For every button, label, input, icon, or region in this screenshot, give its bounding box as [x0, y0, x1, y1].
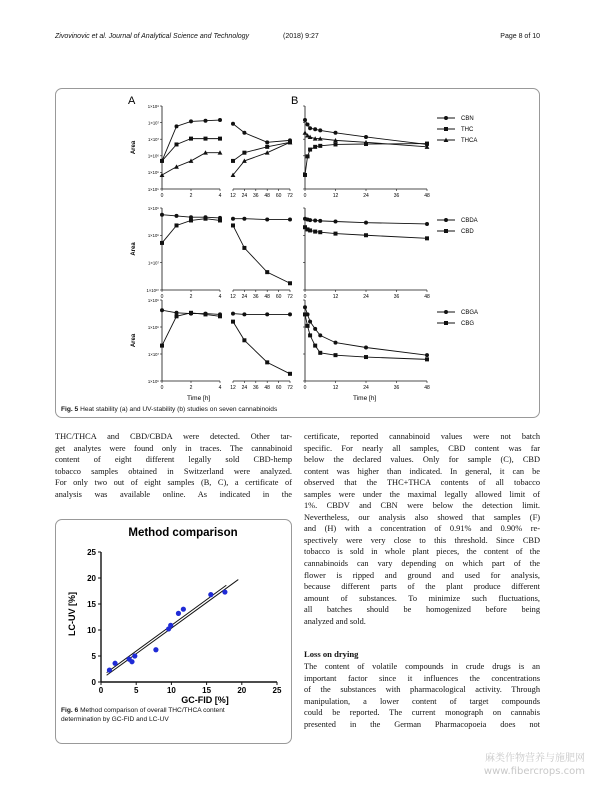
figure-6-data-point: [208, 592, 213, 597]
section-heading: Loss on drying: [304, 649, 359, 659]
text-line: tobacco samples obtained in Switzerland were analyzed.: [55, 466, 292, 476]
panel-b-x-tick-label: 24: [363, 385, 369, 391]
panel-b-data-point: [425, 222, 429, 226]
panel-a-y-tick-label: 1×10⁶: [147, 297, 159, 303]
figure-5-chart: [55, 88, 540, 408]
text-line: below the declared values. Only for sample (C), CBD: [304, 455, 540, 465]
panel-a-data-point: [189, 159, 194, 163]
panel-a-data-point: [189, 218, 193, 222]
figure-6-caption-line-2: determination by GC-FID and LC-UV: [61, 715, 169, 723]
panel-b-label: B: [291, 95, 299, 107]
panel-a-x-tick-label: 0: [160, 193, 164, 199]
panel-a-x-tick-label: 60: [275, 193, 282, 199]
figure-6-data-point: [181, 607, 186, 612]
panel-a-y-tick-label: 1×10⁷: [148, 351, 159, 357]
panel-a-data-point: [204, 137, 208, 141]
figure-6-y-tick-label: 10: [87, 626, 96, 635]
panel-a-x-tick-label: 2: [189, 385, 193, 391]
panel-b-data-point: [334, 341, 338, 345]
panel-b-data-point: [364, 233, 368, 237]
panel-b-data-point: [303, 118, 307, 122]
panel-b-x-tick-label: 0: [303, 294, 307, 300]
legend-label: THC: [461, 127, 474, 133]
panel-b-data-point: [425, 353, 429, 357]
panel-b-series-line: [305, 144, 427, 175]
panel-a-data-point: [231, 159, 235, 163]
panel-a-data-point: [288, 281, 292, 285]
panel-a-data-point: [160, 344, 164, 348]
panel-a-data-point: [231, 320, 235, 324]
figure-6-x-tick-label: 0: [98, 686, 104, 695]
panel-b-x-tick-label: 48: [424, 385, 430, 391]
panel-a-data-point: [189, 137, 193, 141]
panel-a-data-point: [265, 360, 269, 364]
panel-b-data-point: [318, 351, 322, 355]
figure-6-ylabel: LC-UV [%]: [67, 592, 77, 636]
panel-a-series-line: [233, 225, 290, 283]
panel-b-data-point: [318, 144, 322, 148]
panel-a-series-line: [162, 153, 220, 175]
figure-6-y-tick-label: 25: [87, 548, 96, 557]
panel-a-x-tick-label: 4: [218, 294, 222, 300]
panel-a-x-tick-label: 4: [218, 385, 222, 391]
panel-a-data-point: [218, 137, 222, 141]
panel-a-data-point: [204, 119, 208, 123]
panel-a-data-point: [175, 311, 179, 315]
watermark-line-2: www.fibercrops.com: [483, 766, 585, 777]
panel-a-data-point: [204, 312, 208, 316]
panel-a-data-point: [288, 312, 292, 316]
figure-6-data-point: [222, 589, 227, 594]
panel-a-x-tick-label: 36: [253, 385, 259, 391]
panel-a-data-point: [175, 142, 179, 146]
right-column-paragraph: [304, 431, 540, 627]
figure-5-caption-label: Fig. 5: [61, 406, 79, 413]
panel-b-data-point: [303, 173, 307, 177]
panel-b-data-point: [364, 135, 368, 139]
figure-6-y-tick-label: 15: [87, 600, 96, 609]
panel-a-ylabel: Area: [131, 140, 137, 155]
panel-a-data-point: [175, 314, 179, 318]
panel-a-data-point: [265, 218, 269, 222]
figure-6-data-point: [168, 623, 173, 628]
text-line: certificate, reported cannabinoid values were not batch: [304, 432, 540, 441]
panel-a-data-point: [175, 223, 179, 227]
figure-6-data-point: [129, 659, 134, 664]
text-line: analyzed and sold.: [304, 616, 366, 626]
panel-a-y-tick-label: 1×10⁷: [148, 260, 159, 266]
panel-a-data-point: [265, 312, 269, 316]
panel-b-data-point: [313, 344, 317, 348]
panel-b-data-point: [303, 130, 308, 134]
text-line: tobacco is sold in whole plant pieces, the content of the: [304, 547, 540, 557]
text-line: important factor since it influences the concentrations: [304, 673, 540, 683]
panel-a-data-point: [175, 214, 179, 218]
panel-b-data-point: [364, 346, 368, 350]
panel-b-data-point: [334, 219, 338, 223]
panel-a-data-point: [160, 213, 164, 217]
figure-6-regression-line: [107, 580, 239, 676]
panel-a-data-point: [265, 270, 269, 274]
panel-b-data-point: [313, 230, 317, 234]
text-line: cannabinoids can vary depending on which part of the: [304, 559, 540, 569]
panel-a-x-tick-label: 60: [275, 385, 282, 391]
panel-a-data-point: [160, 308, 164, 312]
panel-a-x-tick-label: 2: [189, 294, 193, 300]
panel-a-y-tick-label: 1×10⁶: [147, 324, 159, 330]
figure-6-y-tick-label: 5: [91, 652, 96, 661]
panel-a-data-point: [242, 312, 246, 316]
panel-a-data-point: [242, 131, 246, 135]
panel-a-y-tick-label: 1×10⁵: [147, 186, 159, 192]
citation-journal: Journal of Analytical Science and Technology: [108, 33, 250, 40]
panel-a-y-tick-label: 1×10⁷: [148, 120, 159, 126]
panel-a-x-tick-label: 48: [264, 294, 270, 300]
panel-a-series-line: [233, 142, 290, 161]
panel-a-data-point: [189, 311, 193, 315]
legend-marker: [444, 310, 448, 314]
panel-a-x-tick-label: 0: [160, 294, 164, 300]
panel-a-x-tick-label: 12: [230, 385, 236, 391]
text-line: and (H) with a concentration of 0.91% and 0.90% re-: [304, 524, 540, 534]
text-line: manipulation, a lower content of target compounds: [304, 696, 540, 706]
panel-a-series-line: [233, 142, 290, 175]
legend-label: CBDA: [461, 218, 478, 224]
panel-b-x-tick-label: 24: [363, 294, 369, 300]
panel-a-x-tick-label: 72: [287, 294, 293, 300]
panel-b-x-tick-label: 0: [303, 385, 307, 391]
panel-a-data-point: [265, 140, 269, 144]
panel-a-data-point: [160, 173, 165, 177]
legend-label: CBD: [461, 229, 474, 235]
watermark: [484, 752, 585, 778]
figure-6-caption: [61, 707, 286, 724]
panel-a-series-line: [162, 139, 220, 161]
panel-b-x-tick-label: 0: [303, 193, 307, 199]
panel-a-series-line: [233, 219, 290, 220]
panel-b-data-point: [318, 128, 322, 132]
panel-a-label: A: [128, 95, 136, 107]
figure-6-x-tick-label: 20: [237, 686, 247, 695]
panel-b-data-point: [318, 230, 322, 234]
legend-label: THCA: [461, 138, 478, 144]
watermark-line-1: 麻类作物营养与施肥网: [485, 753, 585, 764]
panel-b-data-point: [306, 324, 310, 328]
text-line: samples were under the maximal legally allowed limit of: [304, 489, 540, 499]
panel-b-x-tick-label: 36: [393, 193, 400, 199]
figure-6-chart: [55, 519, 292, 709]
panel-b-data-point: [306, 123, 310, 127]
panel-a-data-point: [218, 218, 222, 222]
text-line: flower is ripped and ground and used for analysis,: [304, 570, 540, 580]
panel-a-data-point: [242, 151, 246, 155]
text-line: content of eight different legally sold CBD-hemp: [55, 455, 292, 465]
legend-marker: [444, 116, 448, 120]
panel-a-data-point: [242, 246, 246, 250]
panel-b-data-point: [318, 333, 322, 337]
page-number: Page 8 of 10: [500, 33, 540, 40]
panel-b-x-tick-label: 12: [332, 385, 339, 391]
panel-b-data-point: [313, 218, 317, 222]
panel-b-data-point: [308, 218, 312, 222]
panel-b-x-tick-label: 36: [393, 385, 400, 391]
panel-b-x-tick-label: 48: [424, 193, 430, 199]
figure-6-data-point: [112, 661, 117, 666]
figure-6-y-tick-label: 0: [91, 678, 96, 687]
legend-label: CBGA: [461, 310, 479, 316]
section-paragraph: [304, 661, 540, 730]
figure-6-data-point: [176, 611, 181, 616]
panel-a-data-point: [160, 159, 164, 163]
panel-a-data-point: [231, 122, 235, 126]
panel-a-series-line: [233, 322, 290, 374]
panel-a-x-tick-label: 24: [241, 294, 248, 300]
legend-marker: [444, 218, 448, 222]
panel-a-x-tick-label: 36: [253, 193, 259, 199]
panel-a-series-line: [233, 124, 290, 143]
panel-a-x-tick-label: 4: [218, 193, 222, 199]
panel-b-xlabel: Time [h]: [353, 395, 377, 402]
panel-a-series-line: [233, 314, 290, 315]
panel-b-data-point: [334, 353, 338, 357]
panel-b-data-point: [306, 154, 310, 158]
panel-b-x-tick-label: 48: [424, 294, 430, 300]
panel-a-y-tick-label: 1×10⁶: [147, 153, 159, 159]
panel-a-data-point: [218, 314, 222, 318]
panel-a-x-tick-label: 12: [230, 294, 236, 300]
panel-a-y-tick-label: 1×10⁸: [147, 103, 159, 109]
panel-a-data-point: [288, 372, 292, 376]
text-line: get analytes were found only in traces. The cannabinoid: [55, 443, 292, 453]
figure-6-x-tick-label: 25: [272, 686, 282, 695]
legend-marker: [444, 229, 448, 233]
panel-a-x-tick-label: 72: [287, 385, 293, 391]
panel-a-x-tick-label: 48: [264, 385, 270, 391]
text-line: analysis was available online. As indicated in the: [55, 489, 292, 499]
running-header-citation: [55, 33, 249, 40]
panel-a-x-tick-label: 72: [287, 193, 293, 199]
text-line: For only two out of eight samples (B, C), a certificate of: [55, 478, 292, 488]
figure-6-data-point: [132, 653, 137, 658]
text-line: because different parts of the plant produce different: [304, 582, 540, 592]
panel-b-data-point: [308, 320, 312, 324]
legend-marker: [444, 321, 448, 325]
figure-6-data-point: [153, 647, 158, 652]
left-column-paragraph: [55, 431, 292, 500]
figure-6-caption-label: Fig. 6: [61, 707, 79, 714]
panel-a-y-tick-label: 1×10⁷: [148, 137, 159, 142]
figure-6-x-tick-label: 15: [202, 686, 212, 695]
panel-a-data-point: [288, 218, 292, 222]
panel-b-data-point: [303, 312, 307, 316]
panel-a-data-point: [242, 338, 246, 342]
panel-b-x-tick-label: 12: [332, 294, 339, 300]
panel-b-data-point: [334, 131, 338, 135]
figure-5-caption: [61, 406, 277, 413]
panel-a-x-tick-label: 24: [241, 193, 248, 199]
panel-a-y-tick-label: 1×10⁶: [147, 378, 159, 384]
panel-a-data-point: [160, 241, 164, 245]
panel-b-data-point: [364, 355, 368, 359]
panel-a-x-tick-label: 0: [160, 385, 164, 391]
panel-a-data-point: [265, 145, 269, 149]
figure-6-title: Method comparison: [128, 527, 238, 539]
panel-b-data-point: [334, 142, 338, 146]
figure-6-y-tick-label: 20: [87, 574, 96, 583]
panel-a-data-point: [175, 124, 179, 128]
legend-label: CBG: [461, 321, 475, 327]
panel-a-ylabel: Area: [131, 242, 137, 256]
citation-year: (2018) 9:27: [283, 33, 319, 40]
panel-b-data-point: [303, 305, 307, 309]
panel-b-data-point: [318, 219, 322, 223]
panel-a-x-tick-label: 48: [264, 193, 270, 199]
figure-6-data-point: [107, 667, 112, 672]
panel-a-data-point: [231, 223, 235, 227]
figure-6-caption-line-1: Method comparison of overall THC/THCA content: [80, 707, 225, 714]
panel-a-ylabel: Area: [131, 333, 137, 348]
text-line: could be reported. The current monograph on cannabis: [304, 708, 540, 718]
panel-b-data-point: [364, 221, 368, 225]
panel-b-data-point: [425, 357, 429, 361]
panel-b-data-point: [308, 228, 312, 232]
panel-b-data-point: [308, 333, 312, 337]
panel-a-y-tick-label: 1×10⁶: [147, 170, 159, 176]
text-line: presented in the German Pharmacopoeia does not: [304, 719, 540, 729]
panel-a-x-tick-label: 60: [275, 294, 282, 300]
panel-a-data-point: [189, 119, 193, 123]
text-line: spectively were very close to this threshold. Since CBD: [304, 535, 540, 545]
text-line: THC/THCA and CBD/CBDA were detected. Other tar-: [55, 432, 292, 441]
text-line: Nevertheless, our analysis also showed that samples (F): [304, 512, 540, 522]
panel-b-x-tick-label: 12: [332, 193, 339, 199]
panel-a-data-point: [265, 150, 270, 154]
panel-a-data-point: [231, 217, 235, 221]
panel-a-data-point: [204, 217, 208, 221]
panel-a-y-tick-label: 1×10⁶: [147, 205, 159, 211]
text-line: of the substances with pharmacological activity. Through: [304, 685, 540, 695]
panel-b-data-point: [334, 232, 338, 236]
panel-b-data-point: [308, 126, 312, 130]
text-line: all batches should be homogenized before being: [304, 605, 540, 615]
figure-6-x-tick-label: 5: [133, 686, 139, 695]
text-line: The content of volatile compounds in crude drugs is an: [304, 662, 540, 671]
panel-a-x-tick-label: 2: [189, 193, 193, 199]
text-line: content was higher than indicated. In general, it can be: [304, 466, 540, 476]
panel-a-x-tick-label: 12: [230, 193, 236, 199]
panel-a-y-tick-label: 1×10¹⁰: [146, 287, 159, 293]
figure-5-caption-text: Heat stability (a) and UV-stability (b) studies on seven cannabinoids: [80, 406, 278, 413]
panel-b-x-tick-label: 24: [363, 193, 369, 199]
panel-a-xlabel: Time [h]: [187, 395, 211, 402]
panel-b-data-point: [313, 127, 317, 131]
text-line: specific. For nearly all samples, CBD content was far: [304, 443, 540, 453]
panel-b-data-point: [313, 327, 317, 331]
panel-a-data-point: [231, 312, 235, 316]
panel-b-data-point: [313, 145, 317, 149]
text-line: 1%. CBDV and CBN were below the detection limit.: [304, 501, 540, 511]
figure-6-xlabel: GC-FID [%]: [181, 695, 229, 705]
panel-b-data-point: [308, 148, 312, 152]
panel-a-y-tick-label: 1×10⁶: [147, 233, 159, 239]
panel-a-data-point: [218, 118, 222, 122]
text-line: amount of substances. To minimize such fluctuations,: [304, 593, 540, 603]
citation-authors: Zivovinovic et al.: [55, 33, 107, 40]
panel-b-data-point: [425, 236, 429, 240]
text-line: observed that the THC+THCA contents of all tobacco: [304, 478, 540, 488]
legend-label: CBN: [461, 116, 474, 122]
panel-b-x-tick-label: 36: [393, 294, 400, 300]
figure-6-x-tick-label: 10: [166, 686, 176, 695]
panel-a-data-point: [242, 217, 246, 221]
panel-a-series-line: [162, 313, 220, 346]
legend-marker: [444, 127, 448, 131]
panel-a-x-tick-label: 36: [253, 294, 259, 300]
panel-a-x-tick-label: 24: [241, 385, 248, 391]
